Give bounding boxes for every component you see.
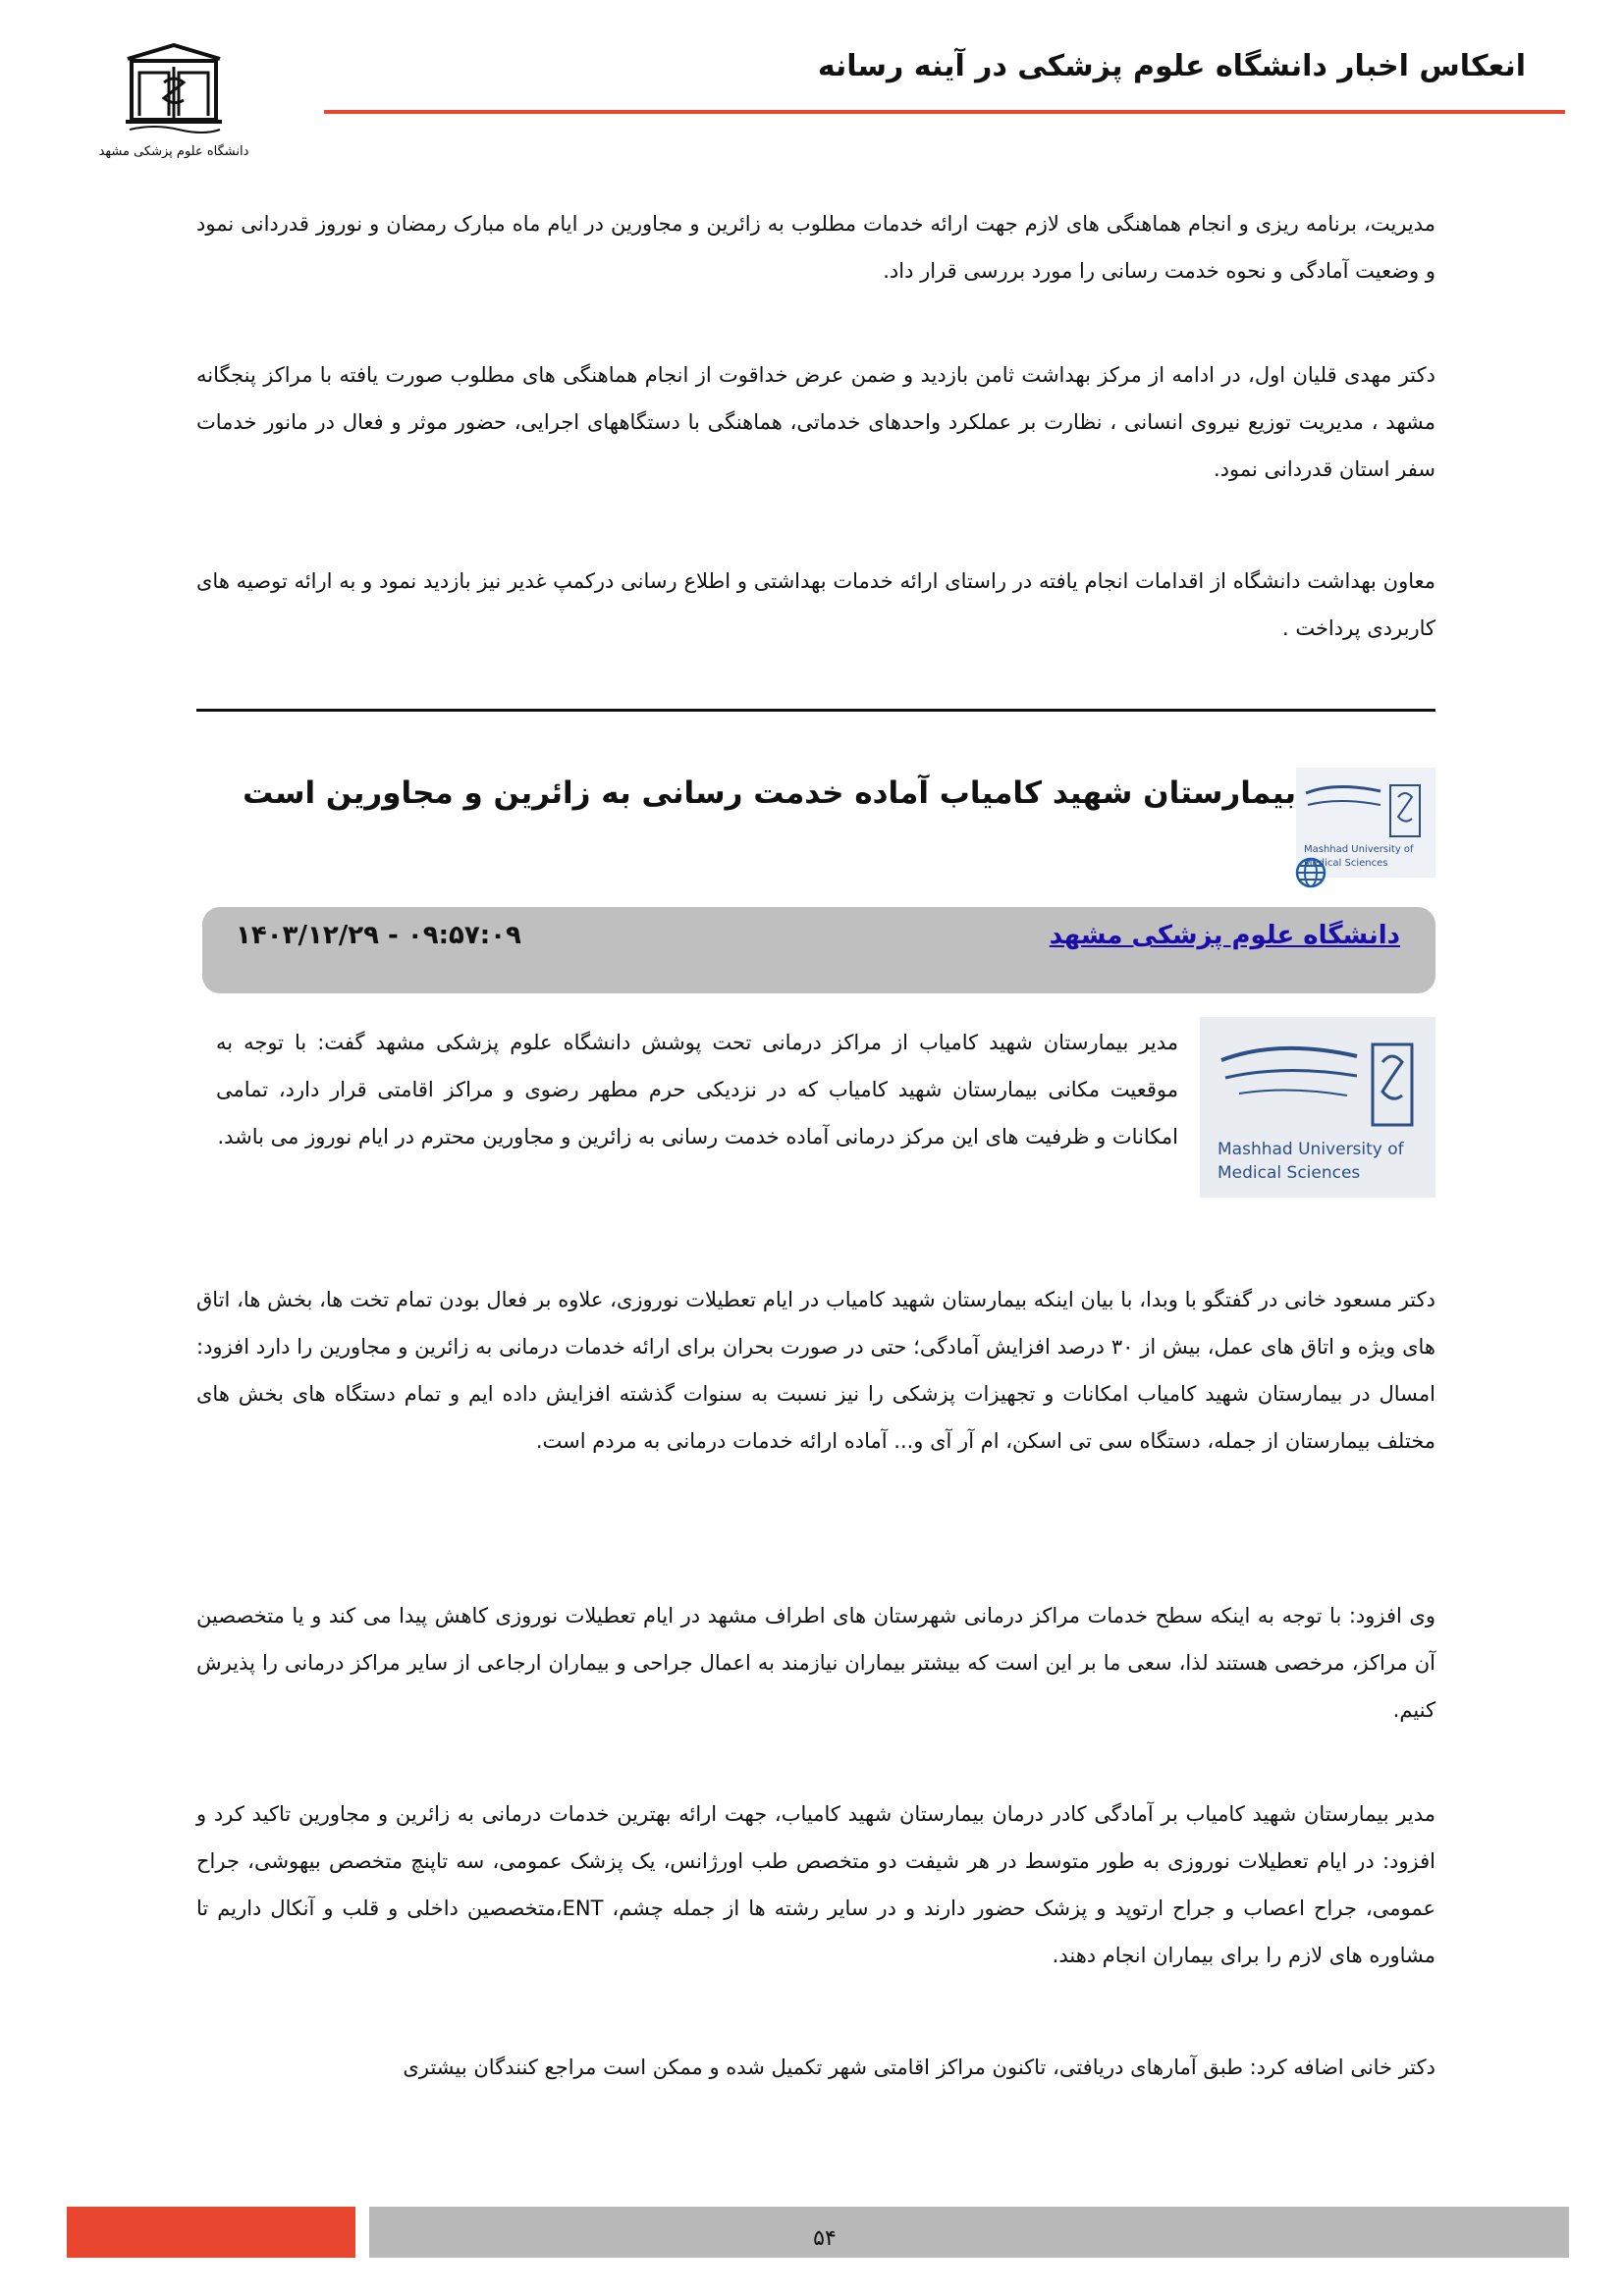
article-title: بیمارستان شهید کامیاب آماده خدمت رسانی به زائرین و مجاورین است: [243, 775, 1296, 811]
footer-bar: [369, 2207, 1569, 2258]
paragraph: وی افزود: با توجه به اینکه سطح خدمات مراکز درمانی شهرستان های اطراف مشهد در ایام تعطیلات نوروزی کاهش پیدا می کند و یا متخصصین آن مراکز، مرخصی هستند لذا، سعی ما بر این است که بیشتر بیماران نیازمند به اعمال جراحی و بیماران ارجاعی از سایر مراکز درمانی را پذیرش کنیم.: [196, 1604, 1435, 1722]
article-image: [1200, 1017, 1435, 1198]
paragraph: دکتر مسعود خانی در گفتگو با وبدا، با بیان اینکه بیمارستان شهید کامیاب در ایام تعطیلات نوروزی، علاوه بر فعال بودن تمام تخت ها، بخش ها، اتاق های ویژه و اتاق های عمل، بیش از ۳۰ درصد افزایش آمادگی؛ حتی در صورت بحران برای ارائه خدمات درمانی به زائرین و مجاورین را دارد افزود: امسال در بیمارستان شهید کامیاب امکانات و تجهیزات پزشکی را نیز نسبت به سنوات گذشته افزایش داده ایم و تمام دستگاه های بخش های مختلف بیمارستان از جمله، دستگاه سی تی اسکن، ام آر آی و... آماده ارائه خدمات درمانی به مردم است.: [196, 1288, 1436, 1453]
svg-text:Medical Sciences: Medical Sciences: [1218, 1163, 1361, 1183]
paragraph: دکتر خانی اضافه کرد: طبق آمارهای دریافتی، تاکنون مراکز اقامتی شهر تکمیل شده و ممکن است مراجع کنندگان بیشتری: [403, 2056, 1435, 2079]
svg-text:Mashhad University of: Mashhad University of: [1218, 1140, 1404, 1159]
paragraph: مدیر بیمارستان شهید کامیاب بر آمادگی کادر درمان بیمارستان شهید کامیاب، جهت ارائه بهترین خدمات درمانی به زائرین و مجاورین تاکید کرد و افزود: در ایام تعطیلات نوروزی به طور متوسط در هر شیفت دو متخصص طب اورژانس، یک پزشک عمومی، سه تاپنچ متخصص بیهوشی، جراح عمومی، جراح اعصاب و جراح ارتوپد و پزشک حضور دارند و در سایر رشته ها از جمله چشم، ENT،متخصصین داخلی و قلب و آنکال داریم تا مشاوره های لازم را برای بیماران انجام دهند.: [196, 1802, 1435, 1967]
globe-icon[interactable]: [1294, 856, 1327, 889]
footer-accent-bar: [67, 2207, 355, 2258]
article-separator: [196, 709, 1435, 712]
svg-text:Medical Sciences: Medical Sciences: [1304, 858, 1388, 869]
publish-datetime: ۰۹:۵۷:۰۹ - ۱۴۰۳/۱۲/۲۹: [236, 921, 521, 950]
paragraph: معاون بهداشت دانشگاه از اقدامات انجام یافته در راستای ارائه خدمات بهداشتی و اطلاع رسانی درکمپ غدیر نیز بازدید نمود و به ارائه توصیه های کاربردی پرداخت .: [196, 569, 1435, 640]
paragraph: دکتر مهدی قلیان اول، در ادامه از مرکز بهداشت ثامن بازدید و ضمن عرض خداقوت از انجام هماهنگی های مطلوب صورت یافته با مراکز پنجگانه مشهد ، مدیریت توزیع نیروی انسانی ، نظارت بر عملکرد واحدهای خدماتی، هماهنگی با دستگاههای اجرایی، حضور موثر و فعال در مانور خدمات سفر استان قدردانی نمود.: [196, 363, 1435, 481]
header-divider: [324, 110, 1565, 114]
source-link[interactable]: دانشگاه علوم پزشکی مشهد: [1049, 921, 1400, 950]
university-logo: [98, 39, 249, 167]
page-number: ۵۴: [813, 2226, 837, 2251]
svg-text:دانشگاه علوم پزشکی مشهد: دانشگاه علوم پزشکی مشهد: [98, 144, 249, 159]
report-header-title: انعکاس اخبار دانشگاه علوم پزشکی در آینه رسانه: [817, 49, 1526, 83]
svg-text:Mashhad University of: Mashhad University of: [1304, 844, 1414, 855]
paragraph: مدیریت، برنامه ریزی و انجام هماهنگی های لازم جهت ارائه خدمات مطلوب به زائرین و مجاورین در ایام ماه مبارک رمضان و نوروز قدردانی نمود و وضعیت آمادگی و نحوه خدمت رسانی را مورد بررسی قرار داد.: [196, 212, 1435, 283]
paragraph: مدیر بیمارستان شهید کامیاب از مراکز درمانی تحت پوشش دانشگاه علوم پزشکی مشهد گفت: با توجه به موقعیت مکانی بیمارستان شهید کامیاب که در نزدیکی حرم مطهر رضوی و مراکز اقامتی قرار دارد، تمامی امکانات و ظرفیت های این مرکز درمانی آماده خدمت رسانی به زائرین و مجاورین محترم در ایام نوروز می باشد.: [216, 1031, 1178, 1148]
